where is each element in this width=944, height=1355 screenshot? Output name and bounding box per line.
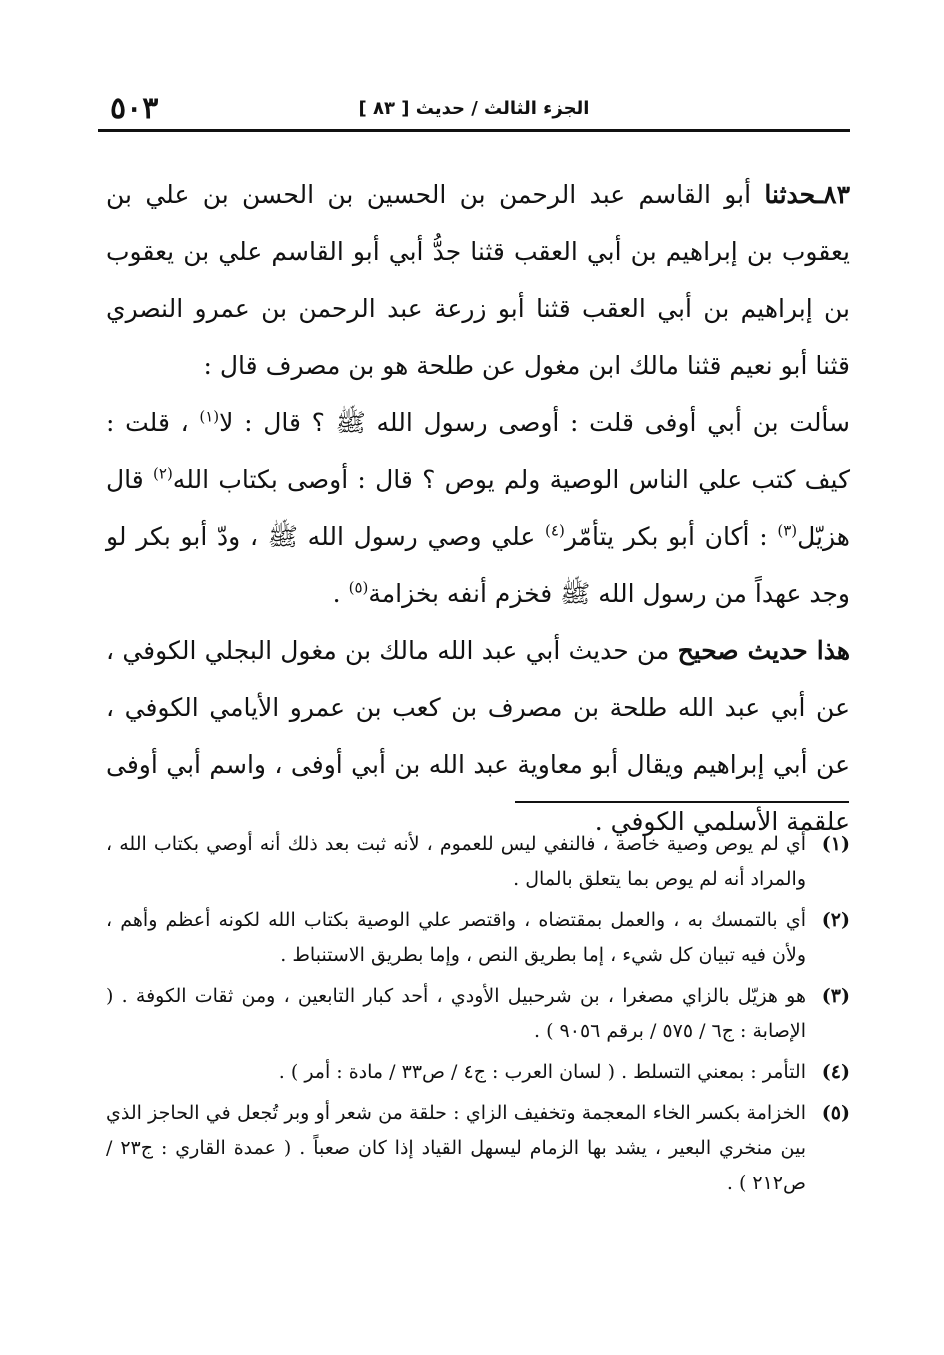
matn-end: . <box>332 579 349 608</box>
matn-paragraph <box>106 394 850 622</box>
footnote-ref-4[interactable]: (٤) <box>545 521 565 540</box>
footnote-number: (٣) <box>821 985 850 1007</box>
main-text <box>106 166 850 850</box>
hadith-number: ٨٣ـ <box>815 180 850 209</box>
header-rule <box>98 129 850 132</box>
isnad-text: أبو القاسم عبد الرحمن بن الحسين بن الحسن بن علي بن يعقوب بن إبراهيم بن أبي العقب قثنا جدُّ أبي أبو القاسم علي بن يعقوب بن إبراهيم بن أبي العقب قثنا أبو زرعة عبد الرحمن بن عمرو النصري قثنا أبو نعيم قثنا مالك ابن مغول عن طلحة هو بن مصرف قال : <box>106 180 850 380</box>
footnote-text: التأمر : بمعني التسلط . ( لسان العرب : ج٤ / ص٣٣ / مادة : أمر ) . <box>278 1061 806 1083</box>
grading-paragraph <box>106 622 850 850</box>
footnote-number: (٢) <box>821 909 850 931</box>
grading-keyword: هذا حديث صحيح <box>677 636 850 665</box>
footnote-ref-1[interactable]: (١) <box>199 407 220 426</box>
footnote-ref-2[interactable]: (٢) <box>153 464 173 483</box>
footnote-item <box>106 903 850 973</box>
matn-text-1: سألت بن أبي أوفى قلت : أوصى رسول الله ﷺ ؟ قال : لا <box>219 408 850 437</box>
header-title: الجزء الثالث / حديث [ ٨٣ ] <box>358 98 590 119</box>
footnote-text: الخزامة بكسر الخاء المعجمة وتخفيف الزاي : حلقة من شعر أو وبر تُجعل في الحاجز الذي بين منخري البعير ، يشد بها الزمام ليسهل القياد إذا كان صعباً . ( عمدة القاري : ج٢٣ / ص٢١٢ ) . <box>106 1102 806 1194</box>
grading-text: من حديث أبي عبد الله مالك بن مغول البجلي الكوفي ، عن أبي عبد الله طلحة بن مصرف بن كعب بن عمرو الأيامي الكوفي ، عن أبي إبراهيم ويقال أبو معاوية عبد الله بن أبي أوفى ، واسم أبي أوفى علقمة الأسلمي الكوفي . <box>106 636 850 836</box>
footnote-number: (١) <box>821 833 850 855</box>
matn-text-4: : أكان أبو بكر يتأمّر <box>564 522 778 551</box>
footnotes <box>106 827 850 1207</box>
matn-text-3: قال هزيّل <box>106 465 850 551</box>
matn-text-5: علي وصي رسول الله ﷺ ، ودّ أبو بكر لو وجد عهداً من رسول الله ﷺ فخزم أنفه بخزامة <box>106 522 850 608</box>
footnote-item <box>106 979 850 1049</box>
page-number: ٥٠٣ <box>110 91 159 126</box>
isnad-paragraph <box>106 166 850 394</box>
running-header <box>98 92 850 126</box>
footnote-item <box>106 827 850 897</box>
footnote-text: أي لم يوص وصية خاصة ، فالنفي ليس للعموم ، لأنه ثبت بعد ذلك أنه أوصي بكتاب الله ، والمراد أنه لم يوص بما يتعلق بالمال . <box>106 833 806 890</box>
footnote-text: هو هزيّل بالزاي مصغرا ، بن شرحبيل الأودي ، أحد كبار التابعين ، ومن ثقات الكوفة . ( الإصابة : ج٦ / ٥٧٥ / برقم ٩٠٥٦ ) . <box>106 985 806 1042</box>
footnote-number: (٥) <box>821 1102 850 1124</box>
matn-text-2: ، قلت : كيف كتب علي الناس الوصية ولم يوص ؟ قال : أوصى بكتاب الله <box>106 408 850 494</box>
footnote-ref-3[interactable]: (٣) <box>777 521 798 540</box>
footnote-text: أي بالتمسك به ، والعمل بمقتضاه ، واقتصر علي الوصية بكتاب الله لكونه أعظم وأهم ، ولأن فيه تبيان كل شيء ، إما بطريق النص ، وإما بطريق الاستنباط . <box>106 909 806 966</box>
footnote-item <box>106 1055 850 1090</box>
footnote-separator <box>515 801 849 803</box>
footnote-ref-5[interactable]: (٥) <box>348 578 369 597</box>
footnote-number: (٤) <box>821 1061 850 1083</box>
isnad-keyword: حدثنا <box>764 180 816 209</box>
footnote-item <box>106 1096 850 1201</box>
